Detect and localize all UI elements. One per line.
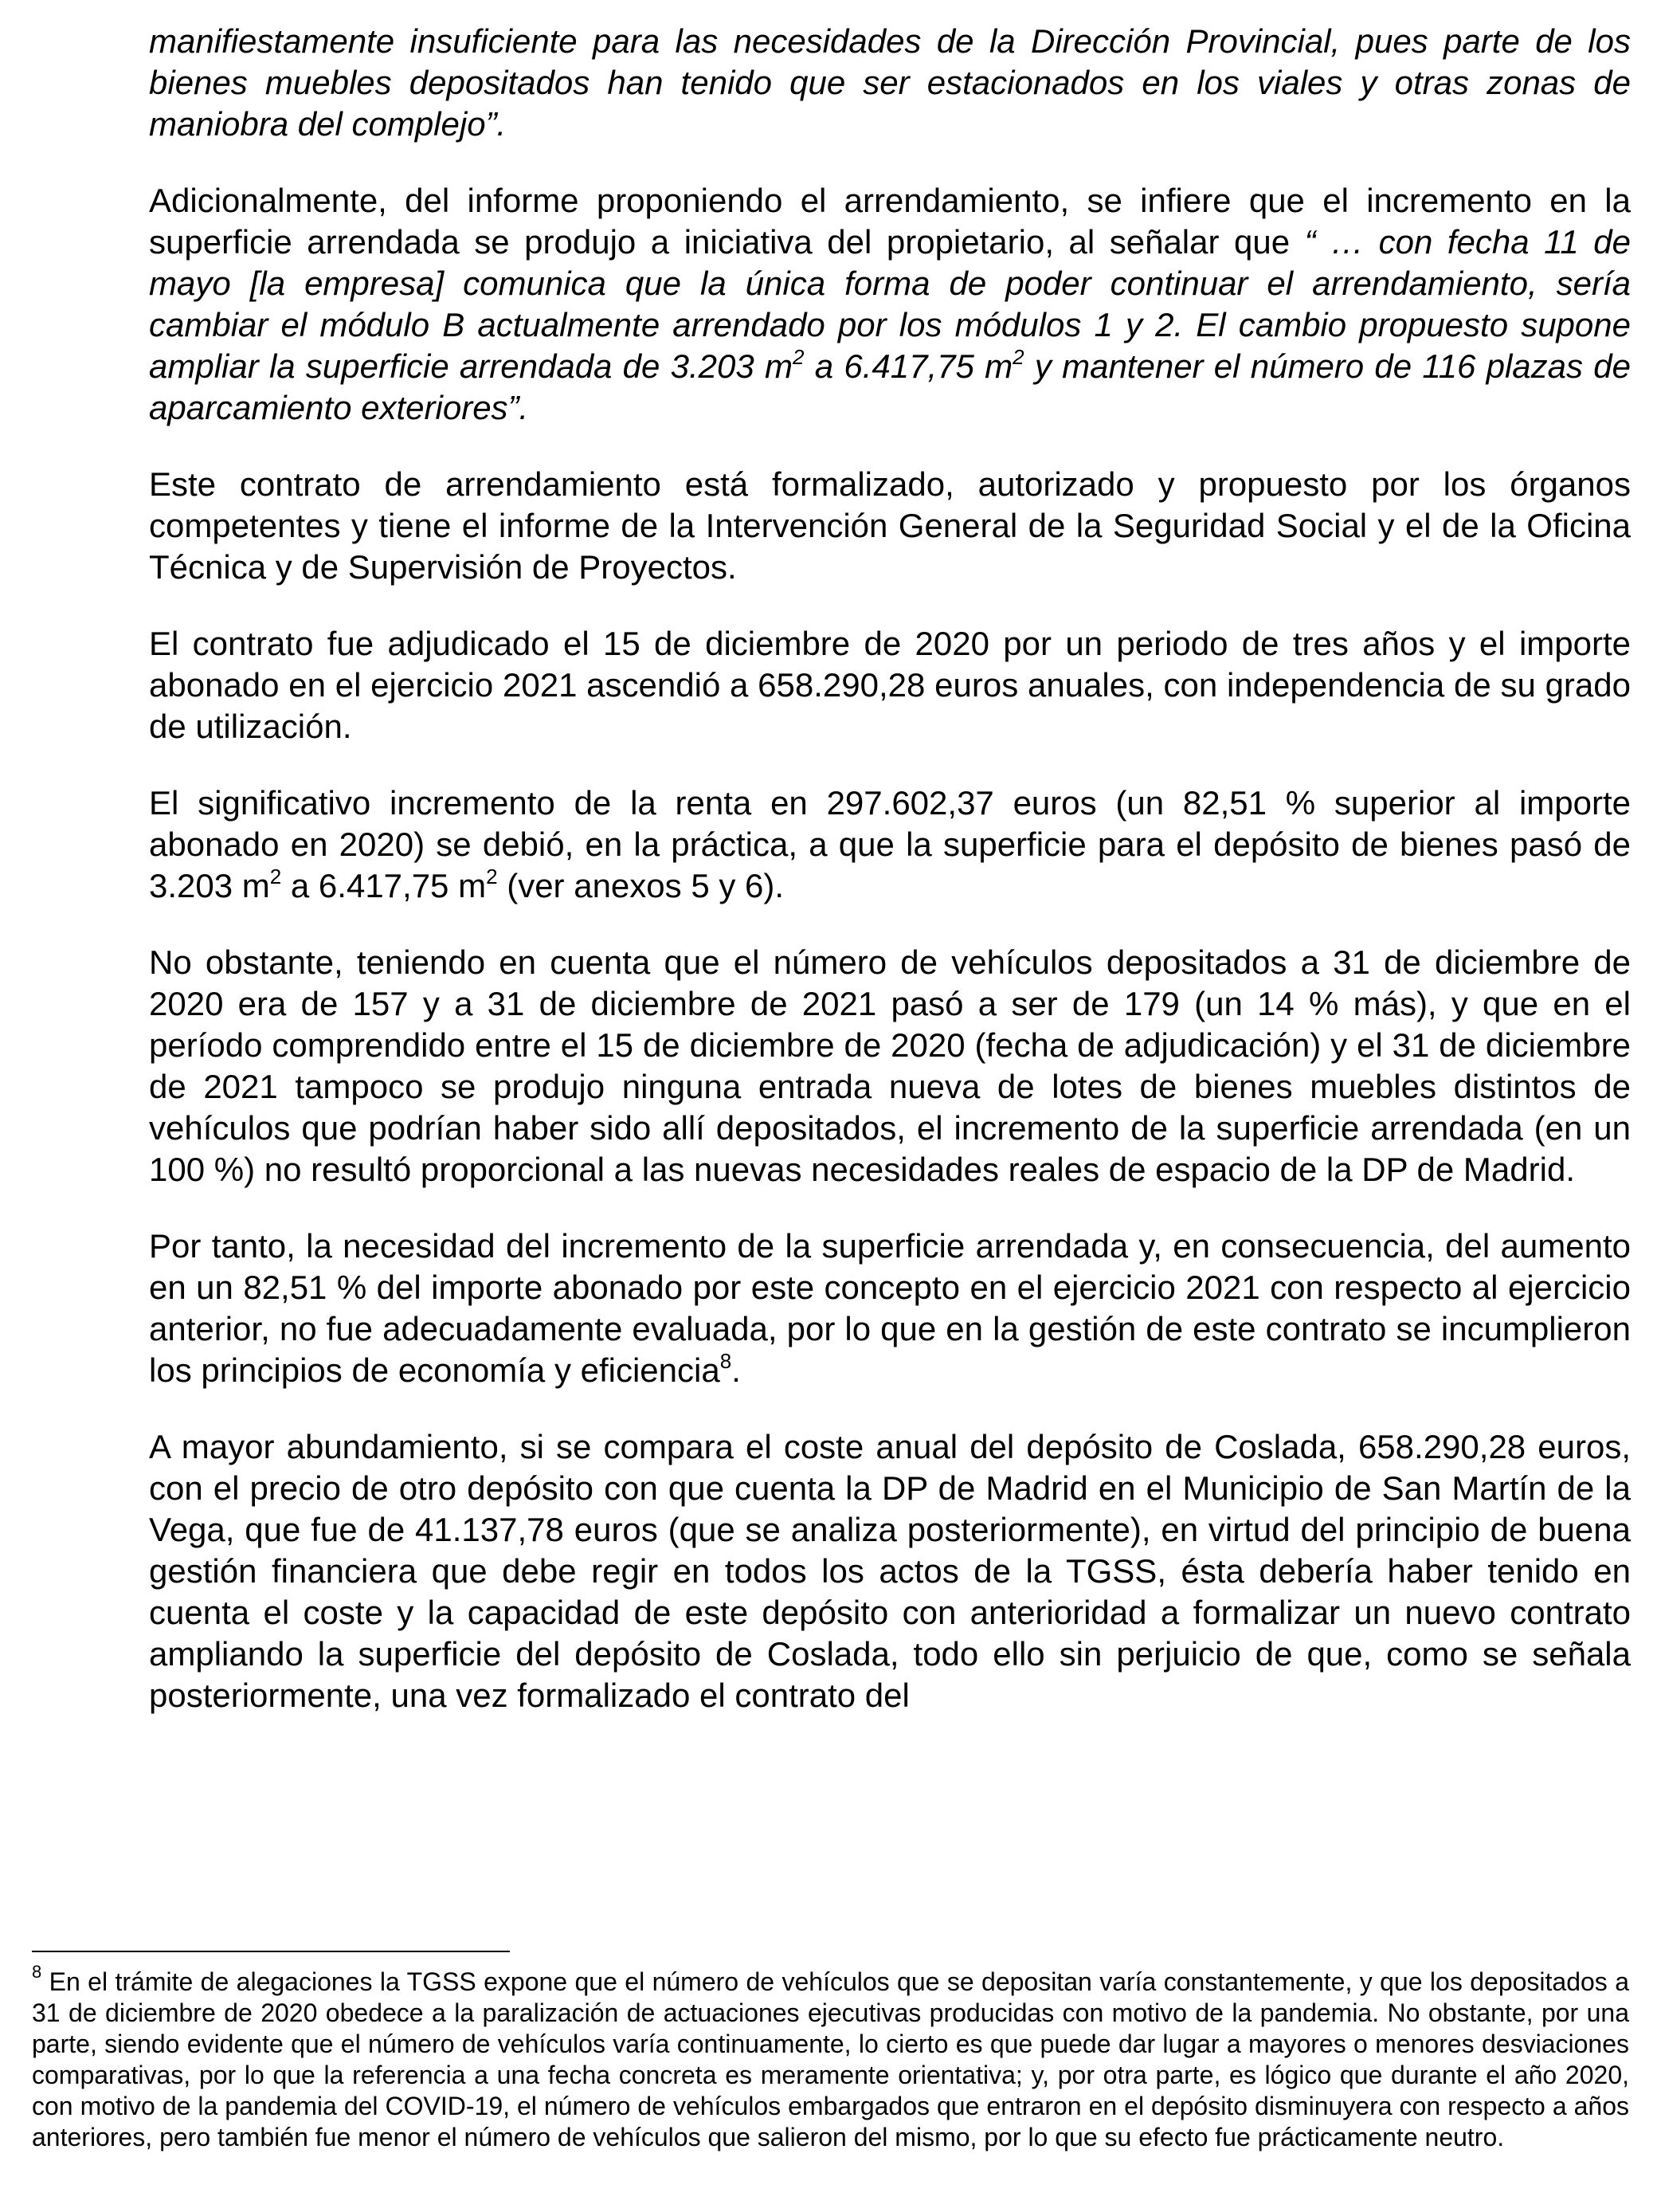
footnote bbox=[32, 1962, 1629, 2153]
conclusion-end: . bbox=[731, 1351, 741, 1389]
superscript-square: 2 bbox=[269, 865, 282, 888]
quote-part-a: “ … con fecha 11 de mayo [la empresa] comunica que la única forma de poder continuar el arrendamiento, sería cambiar el módulo B actualmente arrendado por los módulos 1 y 2. El cambio propuesto supone ampliar la superficie arrendada de 3.203 m bbox=[149, 223, 1632, 385]
paragraph-conclusion bbox=[149, 1226, 1631, 1391]
paragraph-contract-formalized: Este contrato de arrendamiento está formalizado, autorizado y propuesto por los órganos competentes y tiene el informe de la Intervención General de la Seguridad Social y el de la Oficina Técnica y de Supervisión de Proyectos. bbox=[149, 465, 1631, 586]
footnote-text: En el trámite de alegaciones la TGSS expone que el número de vehículos que se depositan varía constantemente, y que los depositados a 31 de diciembre de 2020 obedece a la paralización de actuaciones ejecutivas producidas con motivo de la pandemia. No obstante, por una parte, siendo evidente que el número de vehículos varía continuamente, lo cierto es que puede dar lugar a mayores o menores desviaciones comparativas, por lo que la referencia a una fecha concreta es meramente orientativa; y, por otra parte, es lógico que durante el año 2020, con motivo de la pandemia del COVID-19, el número de vehículos embargados que entraron en el depósito disminuyera con respecto a años anteriores, pero también fue menor el número de vehículos que salieron del mismo, por lo que su efecto fue prácticamente neutro. bbox=[32, 1967, 1629, 2151]
footnote-reference[interactable]: 8 bbox=[719, 1349, 732, 1373]
paragraph-lead-text: Adicionalmente, del informe proponiendo el arrendamiento, se infiere que el incremento en la superficie arrendada se produjo a iniciativa del propietario, al señalar que bbox=[149, 182, 1631, 261]
paragraph-contract-awarded: El contrato fue adjudicado el 15 de diciembre de 2020 por un periodo de tres años y el importe abonado en el ejercicio 2021 ascendió a 658.290,28 euros anuales, con independencia de su grado de utilización. bbox=[149, 625, 1631, 745]
quote-part-b: a 6.417,75 m bbox=[804, 347, 1013, 385]
paragraph-cost-comparison: A mayor abundamiento, si se compara el coste anual del depósito de Coslada, 658.290,28 euros, con el precio de otro depósito con que cuenta la DP de Madrid en el Municipio de San Martín de la Vega, que fue de 41.137,78 euros (que se analiza posteriormente), en virtud del principio de buena gestión financiera que debe regir en todos los actos de la TGSS, ésta debería haber tenido en cuenta el coste y la capacidad de este depósito con anterioridad a formalizar un nuevo contrato ampliando la superficie del depósito de Coslada, todo ello sin perjuicio de que, como se señala posteriormente, una vez formalizado el contrato del bbox=[149, 1428, 1631, 1714]
paragraph-quote-continuation: manifiestamente insuficiente para las necesidades de la Dirección Provincial, pues parte de los bienes muebles depositados han tenido que ser estacionados en los viales y otras zonas de maniobra del complejo”. bbox=[149, 22, 1631, 143]
conclusion-text: Por tanto, la necesidad del incremento de la superficie arrendada y, en consecuencia, del aumento en un 82,51 % del importe abonado por este concepto en el ejercicio 2021 con respecto al ejercicio anterior, no fue adecuadamente evaluada, por lo que en la gestión de este contrato se incumplieron los principios de economía y eficiencia bbox=[149, 1227, 1631, 1389]
paragraph-vehicle-count: No obstante, teniendo en cuenta que el número de vehículos depositados a 31 de diciembre de 2020 era de 157 y a 31 de diciembre de 2021 pasó a ser de 179 (un 14 % más), y que en el período comprendido entre el 15 de diciembre de 2020 (fecha de adjudicación) y el 31 de diciembre de 2021 tampoco se produjo ninguna entrada nueva de lotes de bienes muebles distintos de vehículos que podrían haber sido allí depositados, el incremento de la superficie arrendada (en un 100 %) no resultó proporcional a las nuevas necesidades reales de espacio de la DP de Madrid. bbox=[149, 943, 1631, 1188]
paragraph-rent-increase bbox=[149, 782, 1631, 907]
paragraph-lease-initiative bbox=[149, 180, 1631, 429]
superscript-square: 2 bbox=[793, 345, 805, 369]
text-part-b: a 6.417,75 m bbox=[281, 867, 487, 904]
main-text bbox=[149, 21, 1631, 1751]
text-part-c: (ver anexos 5 y 6). bbox=[497, 867, 785, 904]
quote-part-c: y mantener el número de 116 plazas de aparcamiento exteriores”. bbox=[149, 347, 1631, 426]
footnote-number: 8 bbox=[32, 1962, 42, 1983]
superscript-square: 2 bbox=[486, 865, 498, 888]
superscript-square: 2 bbox=[1013, 345, 1024, 369]
text-part-a: El significativo incremento de la renta en 297.602,37 euros (un 82,51 % superior al importe abonado en 2020) se debió, en la práctica, a que la superficie para el depósito de bienes pasó de 3.203 m bbox=[149, 784, 1631, 904]
footnote-separator bbox=[32, 1951, 510, 1952]
